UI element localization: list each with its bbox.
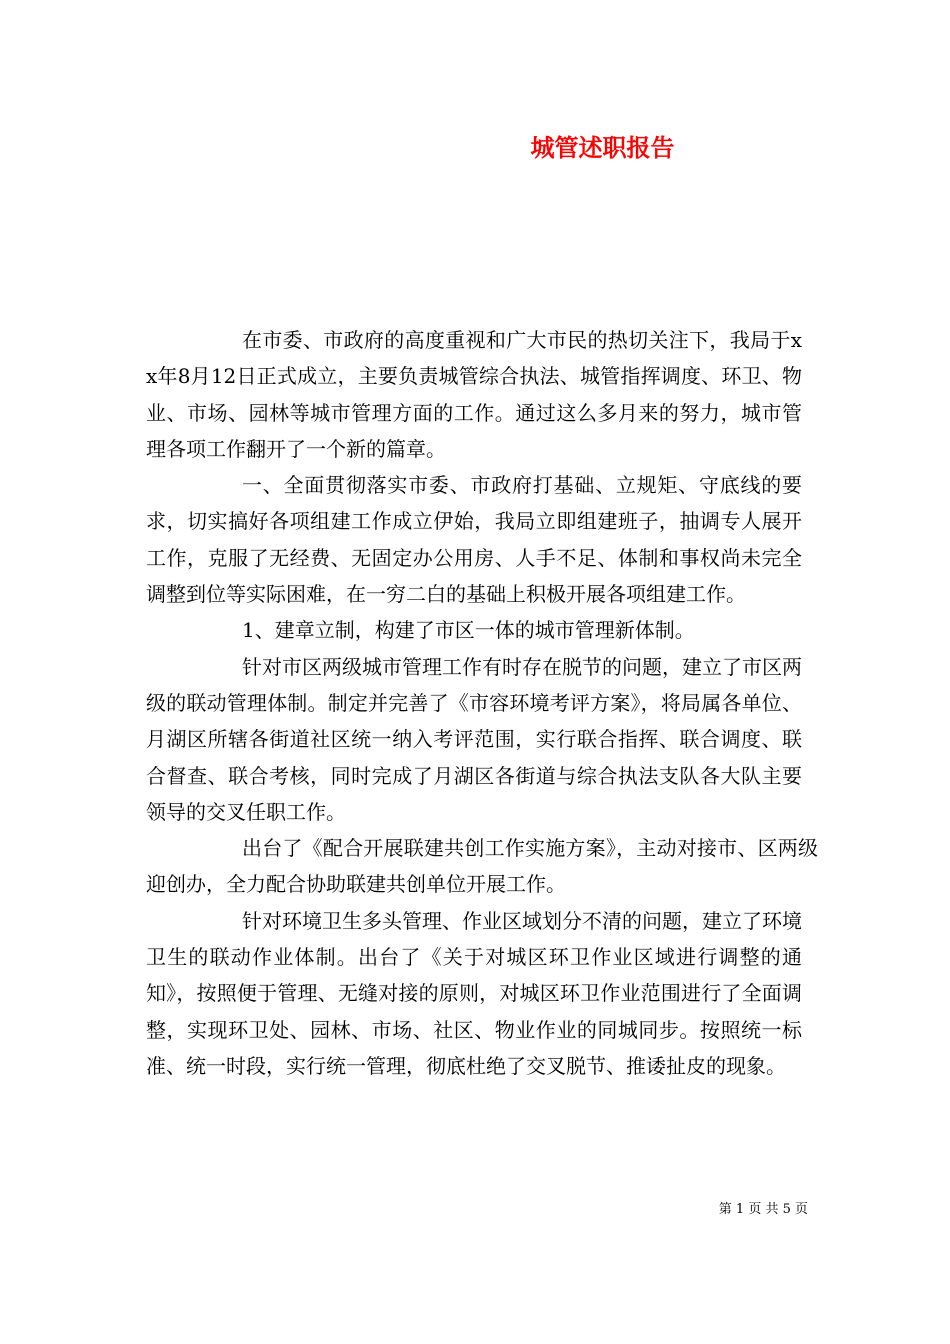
paragraph-subsection-one: 1、建章立制，构建了市区一体的城市管理新体制。	[242, 618, 695, 643]
paragraph-joint-creation: 出台了《配合开展联建共创工作实施方案》，主动对接市、区两级迎创办，全力配合协助联建共创单位开展工作。	[146, 836, 818, 897]
document-title: 城管述职报告	[530, 133, 675, 162]
paragraph-sanitation: 针对环境卫生多头管理、作业区域划分不清的问题，建立了环境卫生的联动作业体制。出台了《关于对城区环卫作业区域进行调整的通知》，按照便于管理、无缝对接的原则，对城区环卫作业范围进行了全面调整，实现环卫处、园林、市场、社区、物业作业的同城同步。按照统一标准、统一时段，实行统一管理，彻底杜绝了交叉脱节、推诿扯皮的现象。	[146, 908, 802, 1078]
document-body	[146, 322, 818, 1084]
page-number: 第 1 页 共 5 页	[718, 1202, 808, 1217]
paragraph-intro: 在市委、市政府的高度重视和广大市民的热切关注下，我局于xx年8月12日正式成立，主要负责城管综合执法、城管指挥调度、环卫、物业、市场、园林等城市管理方面的工作。通过这么多月来的努力，城市管理各项工作翻开了一个新的篇章。	[146, 328, 802, 461]
paragraph-section-one: 一、全面贯彻落实市委、市政府打基础、立规矩、守底线的要求，切实搞好各项组建工作成立伊始，我局立即组建班子，抽调专人展开工作，克服了无经费、无固定办公用房、人手不足、体制和事权尚未完全调整到位等实际困难，在一穷二白的基础上积极开展各项组建工作。	[146, 473, 802, 607]
paragraph-linkage-system: 针对市区两级城市管理工作有时存在脱节的问题，建立了市区两级的联动管理体制。制定并完善了《市容环境考评方案》，将局属各单位、月湖区所辖各街道社区统一纳入考评范围，实行联合指挥、联合调度、联合督查、联合考核，同时完成了月湖区各街道与综合执法支队各大队主要领导的交叉任职工作。	[146, 654, 802, 824]
